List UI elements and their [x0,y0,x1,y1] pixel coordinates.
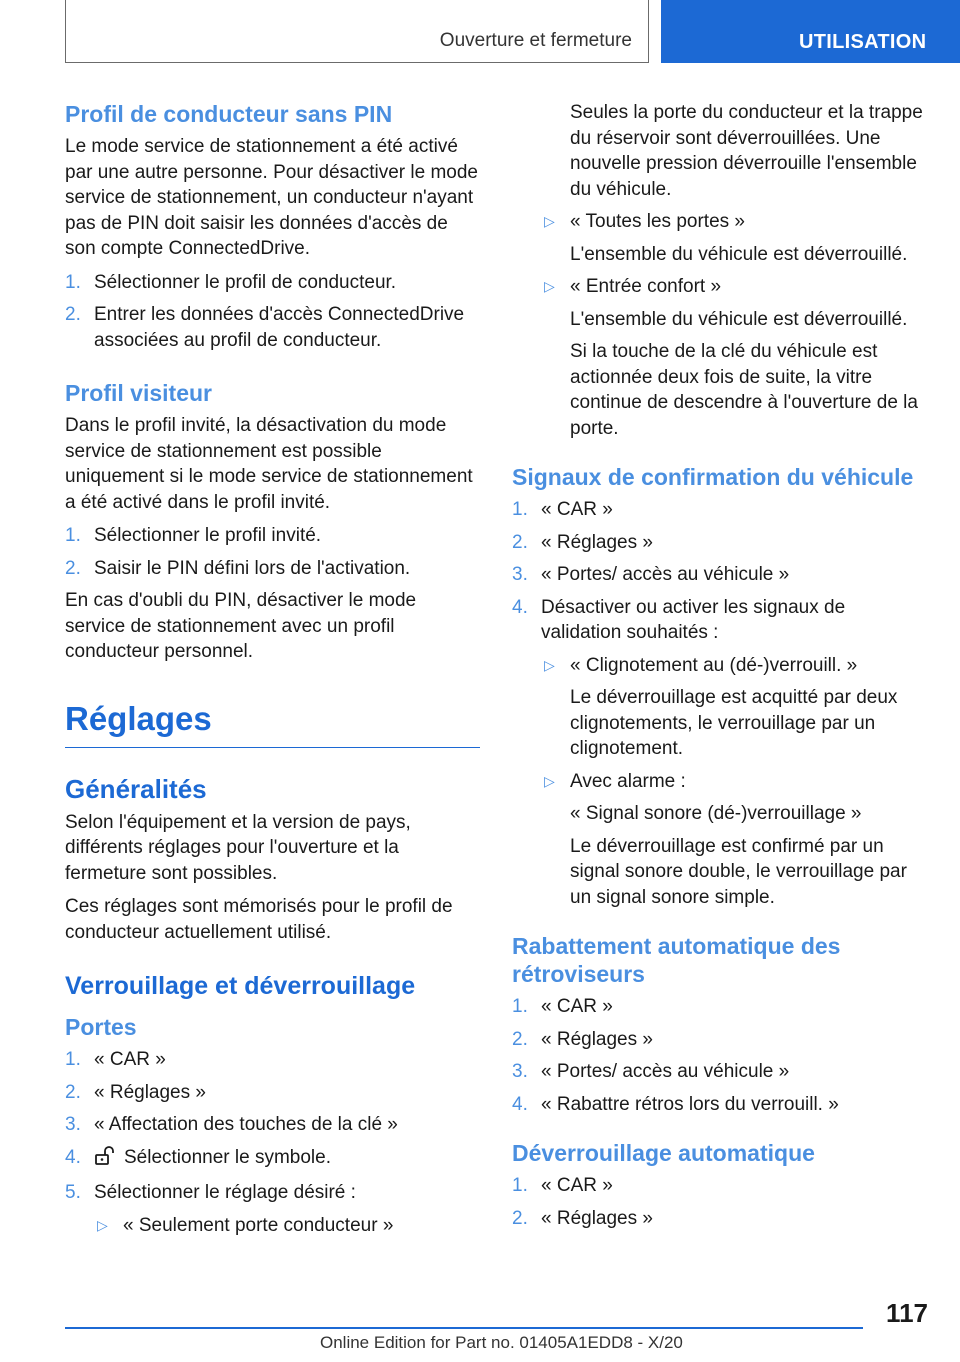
list-item: 4. « Rabattre rétros lors du verrouill. » [512,1093,839,1115]
heading-portes: Portes [65,1014,137,1040]
pin-steps-list [65,270,480,354]
list-item: 2. Saisir le PIN défini lors de l'activation. [65,557,411,579]
heading-signaux: Signaux de confirmation du véhicule [512,464,914,490]
list-item: 2. « Réglages » [512,1028,653,1050]
list-item: 1. « CAR » [512,996,613,1017]
paragraph-general-1: Selon l'équipement et la version de pays, différents réglages pour l'ouverture et la fermeture sont possibles. [65,811,411,884]
triangle-bullet-icon: ▷ [544,656,555,673]
list-item: 2. « Réglages » [512,531,653,553]
paragraph-pin: Le mode service de stationnement a été activé par une autre personne. Pour désactiver le mode service de stationnement, un conducteur n'ayant pas de PIN doit saisir les données d'accès de son compte ConnectedDrive. [65,136,478,259]
portes-steps-list [65,1047,480,1206]
list-item: 1. « CAR » [65,1049,166,1070]
list-item: 1. « CAR » [512,499,613,520]
paragraph-comfort-1: L'ensemble du véhicule est déverrouillé. [570,308,908,330]
bullet-item: ▷ « Entrée confort » [541,274,928,300]
bullet-item: ▷ Avec alarme : [541,769,928,795]
section-title: Ouverture et fermeture [439,30,632,51]
paragraph-alarm-1: « Signal sonore (dé-)verrouillage » [570,803,862,824]
list-item: 3. « Portes/ accès au véhicule » [512,564,790,585]
list-item: 2. Entrer les données d'accès ConnectedDrive associées au profil de conducteur. [65,304,465,351]
autounlock-steps-list [512,1173,928,1231]
list-item: 1. Sélectionner le profil invité. [65,525,322,546]
edition-footer: Online Edition for Part no. 01405A1EDD8 - X/20 [320,1333,683,1352]
bullet-item: ▷ « Toutes les portes » [541,209,928,235]
visitor-steps-list [65,523,480,581]
heading-generalites: Généralités [65,773,207,804]
list-item: 4. Sélectionner le symbole. [65,1145,480,1174]
paragraph-driver-only: Seules la porte du conducteur et la trappe du réservoir sont déverrouillées. Une nouvelle pression déverrouille l'ensemble du véhicule. [570,102,923,200]
footer-divider [65,1327,863,1329]
right-column [512,100,928,1238]
paragraph-all-doors: L'ensemble du véhicule est déverrouillé. [570,243,908,265]
list-item: 3. « Portes/ accès au véhicule » [512,1061,790,1082]
bullet-item: ▷ « Seulement porte conducteur » [94,1213,480,1239]
heading-profil-sans-pin: Profil de conducteur sans PIN [65,101,393,127]
signal-steps-list [512,497,928,646]
bullet-item: ▷ « Clignotement au (dé-)verrouill. » [541,653,928,679]
heading-profil-visiteur: Profil visiteur [65,380,212,406]
page-header [0,0,960,66]
triangle-bullet-icon: ▷ [97,1216,108,1233]
list-item: 1. Sélectionner le profil de conducteur. [65,271,397,293]
heading-retroviseurs: Rabattement automatique des rétroviseurs [512,933,841,987]
paragraph-visitor-pin-forgotten: En cas d'oubli du PIN, désactiver le mode service de stationnement avec un profil conducteur personnel. [65,590,417,662]
page-number: 117 [886,1298,928,1328]
list-item: 4. Désactiver ou activer les signaux de validation souhaités : [512,596,846,643]
heading-verrouillage: Verrouillage et déverrouillage [65,972,416,1000]
section-header-box [65,0,649,63]
mirror-steps-list [512,994,928,1117]
paragraph-general-2: Ces réglages sont mémorisés pour le profil de conducteur actuellement utilisé. [65,896,453,943]
chapter-tab: UTILISATION [661,0,960,63]
heading-reglages: Réglages [65,699,480,748]
list-item: 2. « Réglages » [65,1081,206,1103]
left-column [65,100,480,1245]
paragraph-blink: Le déverrouillage est acquitté par deux clignotements, le verrouillage par un clignotement. [570,687,898,759]
triangle-bullet-icon: ▷ [544,278,555,294]
paragraph-comfort-2: Si la touche de la clé du véhicule est actionnée deux fois de suite, la vitre continue de descendre à l'ouverture de la porte. [570,341,918,439]
heading-deverrouillage-auto: Déverrouillage automatique [512,1140,815,1166]
paragraph-visitor: Dans le profil invité, la désactivation du mode service de stationnement est possible uniquement si le mode service de stationnement a été activé dans le profil invité. [65,415,473,513]
unlock-icon [94,1146,116,1174]
list-item: 3. « Affectation des touches de la clé » [65,1114,398,1135]
paragraph-alarm-2: Le déverrouillage est confirmé par un signal sonore double, le verrouillage par un signal sonore simple. [570,835,907,908]
triangle-bullet-icon: ▷ [544,772,555,789]
triangle-bullet-icon: ▷ [544,213,555,229]
list-item: 2. « Réglages » [512,1207,653,1229]
list-item: 1. « CAR » [512,1175,613,1196]
list-item: 5. Sélectionner le réglage désiré : [65,1182,356,1203]
